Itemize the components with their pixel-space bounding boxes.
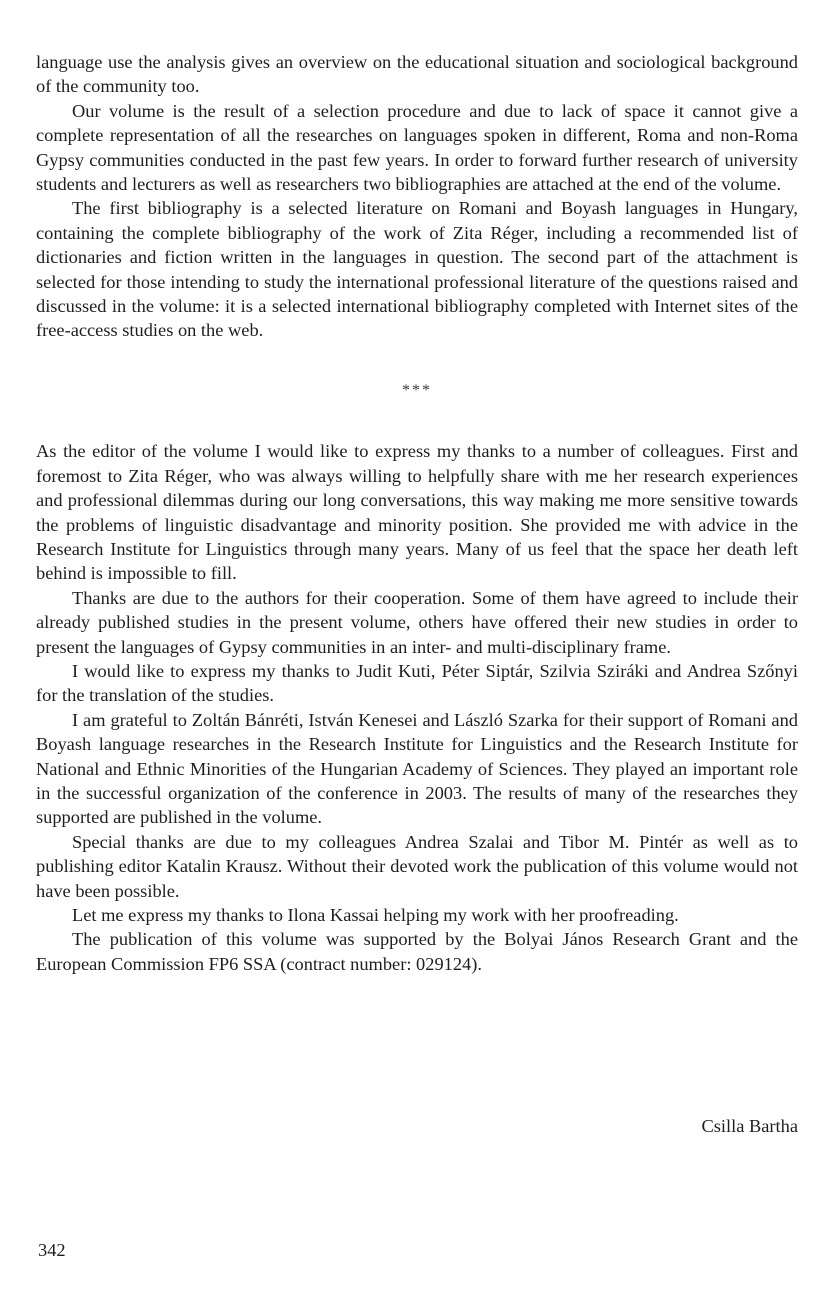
- author-signature: Csilla Bartha: [701, 1116, 798, 1136]
- paragraph-selection-procedure: Our volume is the result of a selection procedure and due to lack of space it cannot give a complete representation of all the researches on languages spoken in different, Roma and non-Roma Gypsy communities conducted in the past few years. In order to forward further research of university students and lecturers as well as researchers two bibliographies are attached at the end of the volume.: [36, 100, 798, 195]
- page-number: 342: [38, 1240, 66, 1260]
- paragraph-continuation: language use the analysis gives an overview on the educational situation and sociological background of the community too.: [36, 52, 798, 97]
- paragraph-first-bibliography: The first bibliography is a selected literature on Romani and Boyash languages in Hungary, containing the complete bibliography of the work of Zita Réger, including a recommended list of dictionaries and fiction written in the languages in question. The second part of the attachment is selected for those intending to study the international professional literature of the questions raised and discussed in the volume: it is a selected international bibliography completed with Internet sites of the free-access studies on the web.: [36, 198, 798, 341]
- paragraph-support-thanks: I am grateful to Zoltán Bánréti, István Kenesei and László Szarka for their support of Romani and Boyash language researches in the Research Institute for Linguistics and the Research Institute for National and Ethnic Minorities of the Hungarian Academy of Sciences. They played an important role in the successful organization of the conference in 2003. The results of many of the researches they supported are published in the volume.: [36, 709, 798, 828]
- section-separator: ***: [402, 381, 432, 399]
- paragraph-proofreading-thanks: Let me express my thanks to Ilona Kassai helping my work with her proofreading.: [72, 905, 679, 925]
- paragraph-grant-support: The publication of this volume was supported by the Bolyai János Research Grant and the European Commission FP6 SSA (contract number: 029124).: [36, 929, 798, 974]
- page-body: [36, 50, 798, 976]
- paragraph-colleagues-thanks: Special thanks are due to my colleagues Andrea Szalai and Tibor M. Pintér as well as to publishing editor Katalin Krausz. Without their devoted work the publication of this volume would not have been possible.: [36, 831, 798, 901]
- paragraph-editor-thanks: As the editor of the volume I would like to express my thanks to a number of colleagues. First and foremost to Zita Réger, who was always willing to helpfully share with me her research experiences and professional dilemmas during our long conversations, this way making me more sensitive towards the problems of linguistic disadvantage and minority position. She provided me with advice in the Research Institute for Linguistics through many years. Many of us feel that the space her death left behind is impossible to fill.: [36, 441, 798, 584]
- paragraph-authors-thanks: Thanks are due to the authors for their cooperation. Some of them have agreed to include their already published studies in the present volume, others have offered their new studies in order to present the languages of Gypsy communities in an inter- and multi-disciplinary frame.: [36, 587, 798, 657]
- paragraph-translators-thanks: I would like to express my thanks to Judit Kuti, Péter Siptár, Szilvia Sziráki and Andrea Szőnyi for the translation of the studies.: [36, 660, 798, 706]
